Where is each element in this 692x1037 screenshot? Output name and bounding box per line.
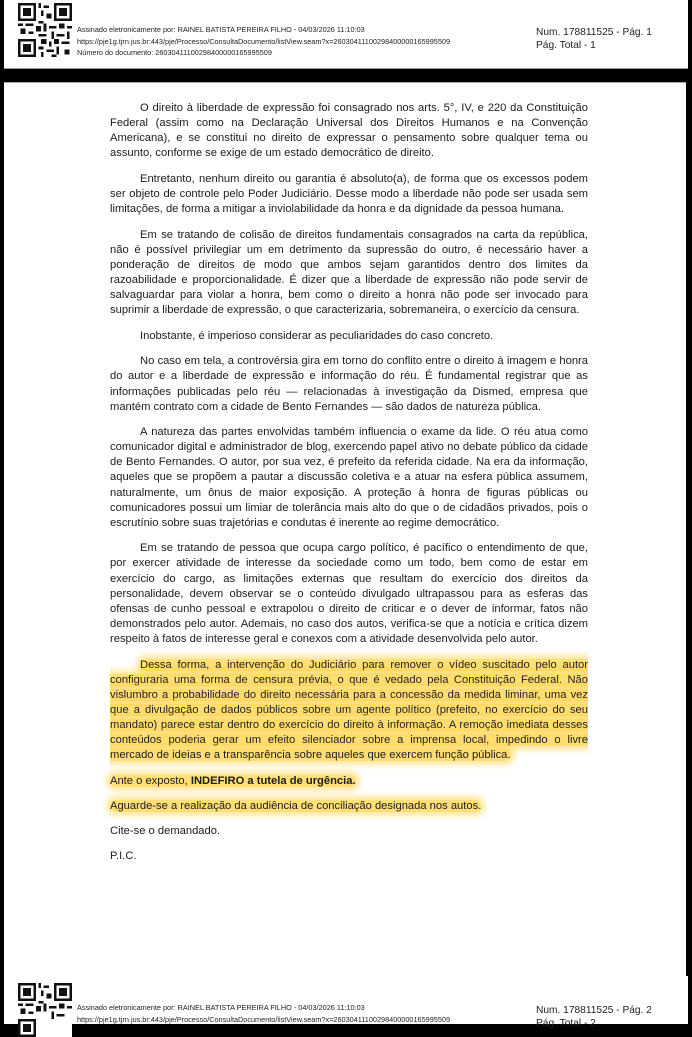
paragraph: A natureza das partes envolvidas também influencia o exame da lide. O réu atua como comunicador digital e administrador de blog, exercendo papel ativo no debate público da cidade de Bento Fernandes. O autor, por sua vez, é prefeito da referida cidade. Na era da informação, aqueles que se propõem a pautar a discussão coletiva e a atuar na esfera pública assumem, naturalmente, um ônus de maior exposição. A proteção à honra de figuras públicas ou comunicadores possui um limiar de tolerância mais alto do que o de cidadãos privados, pois o escrutínio sobre suas trajetórias e condutas é inerente ao regime democrático.: [110, 426, 588, 529]
paragraph: Em se tratando de colisão de direitos fundamentais consagrados na carta da república, não é possível privilegiar um em detrimento da supressão do outro, é necessário haver a ponderação de direitos de modo que ambos sejam garantidos dentro dos limites da razoabilidade e proporcionalidade. É dizer que a liberdade de expressão não pode servir de salvaguardar para violar a honra, bem como o direito a honra não pode ser invocado para suprimir a liberdade de expressão, o que caracterizaria, sobremaneira, o exercício da censura.: [110, 228, 588, 317]
decision-bold: INDEFIRO a tutela de urgência.: [190, 774, 356, 787]
highlight-mark: Aguarde-se a realização da audiência de conciliação designada nos autos.: [110, 799, 482, 812]
highlight-mark: Dessa forma, a intervenção do Judiciário para remover o vídeo suscitado pelo autor configuraria uma forma de censura prévia, o que é vedado pela Constituição Federal. Não vislumbro a probabilidade do direito necessária para a concessão da medida liminar, uma vez que a divulgação de dados públicos sobre um agente político (prefeito, no exercício do seu mandato) parece estar dentro do exercício do direito à informação. A remoção imediata desses conteúdos poderia gerar um efeito silenciador sobre a imprensa local, impedindo o livre mercado de ideias e a transparência sobre aqueles que exercem função pública.: [110, 658, 588, 762]
page-total-text: Pág. Total - 1: [536, 40, 596, 51]
document-url-link[interactable]: https://pje1g.tjrn.jus.br:443/pje/Processo/ConsultaDocumento/listView.seam?x=26030411100298400000165995509: [77, 1014, 451, 1024]
signed-by-text: Assinado eletronicamente por: RAINEL BATISTA PEREIRA FILHO - 04/03/2026 11:10:03: [77, 25, 365, 34]
highlighted-paragraph: [110, 658, 588, 764]
cite-line: Cite-se o demandado.: [110, 824, 221, 837]
decision-prefix: Ante o exposto,: [110, 774, 191, 787]
signed-by-text: Assinado eletronicamente por: RAINEL BATISTA PEREIRA FILHO - 04/03/2026 11:10:03: [77, 1003, 365, 1012]
signature-header: [4, 0, 688, 69]
paragraph: Em se tratando de pessoa que ocupa cargo político, é pacífico o entendimento de que, por exercer atividade de interesse da sociedade como um todo, bem como de estar em exercício do cargo, as limitações externas que resultam do exercício dos direitos da personalidade, devem observar se o conteúdo divulgado ultrapassou para as esferas das ofensas de cunho pessoal e extrapolou o direito de criticar e o dever de informar, fatos não demonstrados pelo autor. Ademais, no caso dos autos, verifica-se que a notícia e crítica dizem respeito à fatos de interesse geral e conexos com a atividade desenvolvida pelo autor.: [110, 542, 588, 645]
signature-info: [77, 1002, 450, 1025]
paragraph: Entretanto, nenhum direito ou garantia é absoluto(a), de forma que os excessos podem ser objeto de controle pelo Poder Judiciário. Desse modo a liberdade não pode ser usada sem limitações, de forma a mitigar a inviolabilidade da honra e da dignidade da pessoa humana.: [110, 172, 588, 216]
signature-footer: [4, 976, 688, 1029]
decision-line: [110, 774, 588, 789]
pic-line: P.I.C.: [110, 849, 137, 862]
page-number-info: [536, 26, 652, 52]
page-number-text: Num. 178811525 - Pág. 1: [536, 27, 652, 38]
highlight-mark: [110, 775, 356, 787]
page-total-text: Pág. Total - 2: [536, 1018, 596, 1029]
document-url-link[interactable]: https://pje1g.tjrn.jus.br:443/pje/Processo/ConsultaDocumento/listView.seam?x=26030411100298400000165995509: [77, 36, 451, 46]
qr-code-icon: [18, 983, 72, 1037]
paragraph: Inobstante, é imperioso considerar as peculiaridades do caso concreto.: [140, 329, 494, 342]
paragraph: O direito à liberdade de expressão foi consagrado nos arts. 5°, IV, e 220 da Constituição Federal (assim como na Declaração Universal dos Direitos Humanos e na Convenção Americana), e se constitui no direito de expressar o pensamento sobre qualquer tema ou assunto, conforme se exige de um estado democrático de direito.: [110, 102, 588, 160]
paragraph: No caso em tela, a controvérsia gira em torno do conflito entre o direito à imagem e honra do autor e a liberdade de expressão e informação do réu. É fundamental registrar que as informações publicadas pelo réu — relacionadas à investigação da Dismed, empresa que mantém contrato com a cidade de Bento Fernandes — são dados de natureza pública.: [110, 355, 588, 413]
page-number-text: Num. 178811525 - Pág. 2: [536, 1005, 652, 1016]
signature-info: [77, 24, 450, 59]
qr-code-icon: [18, 3, 72, 57]
page-number-info: [536, 1004, 652, 1030]
document-number-text: Número do documento: 26030411100298400000165995509: [77, 48, 272, 57]
document-body: [110, 101, 588, 874]
await-hearing-line: [110, 799, 588, 814]
